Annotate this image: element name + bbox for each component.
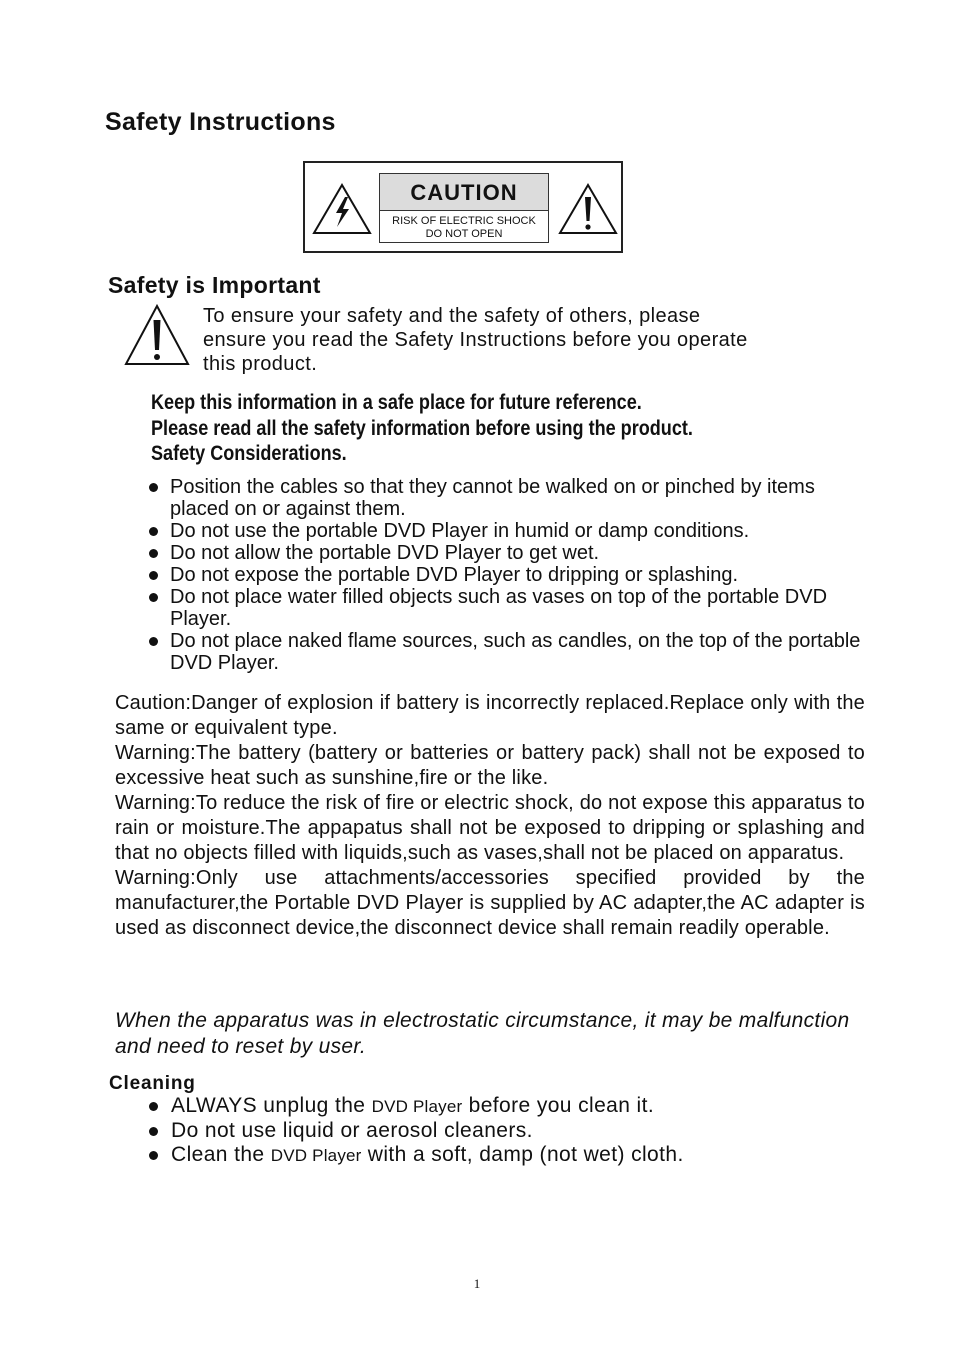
cleaning-text: before you clean it. [462,1094,655,1117]
caution-risk-text: RISK OF ELECTRIC SHOCK [392,215,536,227]
electric-shock-icon [312,183,372,235]
caution-label [303,161,623,253]
cleaning-product-name: DVD Player [371,1097,463,1116]
list-item [145,1094,865,1119]
cleaning-text: Clean the [171,1143,271,1166]
keep-line: Safety Considerations. [151,442,347,465]
cleaning-text: Do not use liquid or aerosol cleaners. [171,1119,533,1142]
list-item [145,564,865,586]
safety-considerations-list [145,476,865,674]
bullet-icon [149,1127,158,1136]
list-item [145,476,865,520]
intro-line: To ensure your safety and the safety of others, please [203,305,701,327]
keep-information-block [151,390,693,467]
list-item-text: Do not use the portable DVD Player in humid or damp conditions. [170,520,750,542]
list-item [145,630,865,674]
list-item-text: Do not place naked flame sources, such as candles, on the top of the portable DVD Player. [170,630,861,674]
bullet-icon [149,549,158,558]
keep-line: Please read all the safety information before using the product. [151,416,693,440]
list-item-text: Position the cables so that they cannot be walked on or pinched by items placed on or against them. [170,476,815,520]
intro-line: ensure you read the Safety Instructions before you operate [203,329,748,351]
intro-line: this product. [203,353,318,375]
bullet-icon [149,637,158,646]
page-title: Safety Instructions [105,108,336,136]
bullet-icon [149,527,158,536]
electrostatic-note: When the apparatus was in electrostatic circumstance, it may be malfunction and need to reset by user. [115,1009,850,1058]
warning-moisture-paragraph: Warning:To reduce the risk of fire or electric shock, do not expose this apparatus to rain or moisture.The appapatus shall not be exposed to dripping or splashing and that no objects filled with liquids,such as vases,shall not be placed on apparatus. [115,792,865,864]
list-item-text: Do not place water filled objects such as vases on top of the portable DVD Player. [170,586,828,630]
page-number: 1 [473,1276,481,1291]
warning-exclamation-icon [124,304,190,366]
warning-battery-heat-paragraph: Warning:The battery (battery or batteries or battery pack) shall not be exposed to excessive heat such as sunshine,fire or the like. [115,742,865,789]
bullet-icon [149,1151,158,1160]
caution-word: CAUTION [380,174,548,211]
list-item [145,1143,865,1168]
bullet-icon [149,593,158,602]
warning-accessories-paragraph: Warning:Only use attachments/accessories specified provided by the manufacturer,the Portable DVD Player is supplied by AC adapter,the AC adapter is used as disconnect device,the disconnect device shall remain readily operable. [115,867,865,939]
warning-exclamation-icon [558,183,618,235]
bullet-icon [149,483,158,492]
safety-heading: Safety is Important [108,272,321,298]
bullet-icon [149,1102,158,1111]
caution-battery-paragraph: Caution:Danger of explosion if battery is incorrectly replaced.Replace only with the same or equivalent type. [115,692,865,739]
cleaning-heading: Cleaning [109,1073,196,1094]
cleaning-text: ALWAYS unplug the [171,1094,372,1117]
caution-do-not-open-text: DO NOT OPEN [425,228,503,240]
cleaning-list [145,1094,865,1168]
intro-paragraph [203,304,843,376]
list-item-text: Do not allow the portable DVD Player to get wet. [170,542,600,564]
bullet-icon [149,571,158,580]
list-item [145,542,865,564]
list-item [145,586,865,630]
keep-line: Keep this information in a safe place for future reference. [151,391,642,414]
warnings-section [115,691,865,941]
cleaning-product-name: DVD Player [270,1146,362,1165]
list-item-text: Do not expose the portable DVD Player to dripping or splashing. [170,564,739,586]
list-item [145,520,865,542]
caution-text-panel [379,173,549,243]
list-item [145,1119,865,1143]
cleaning-text: with a soft, damp (not wet) cloth. [361,1143,684,1166]
